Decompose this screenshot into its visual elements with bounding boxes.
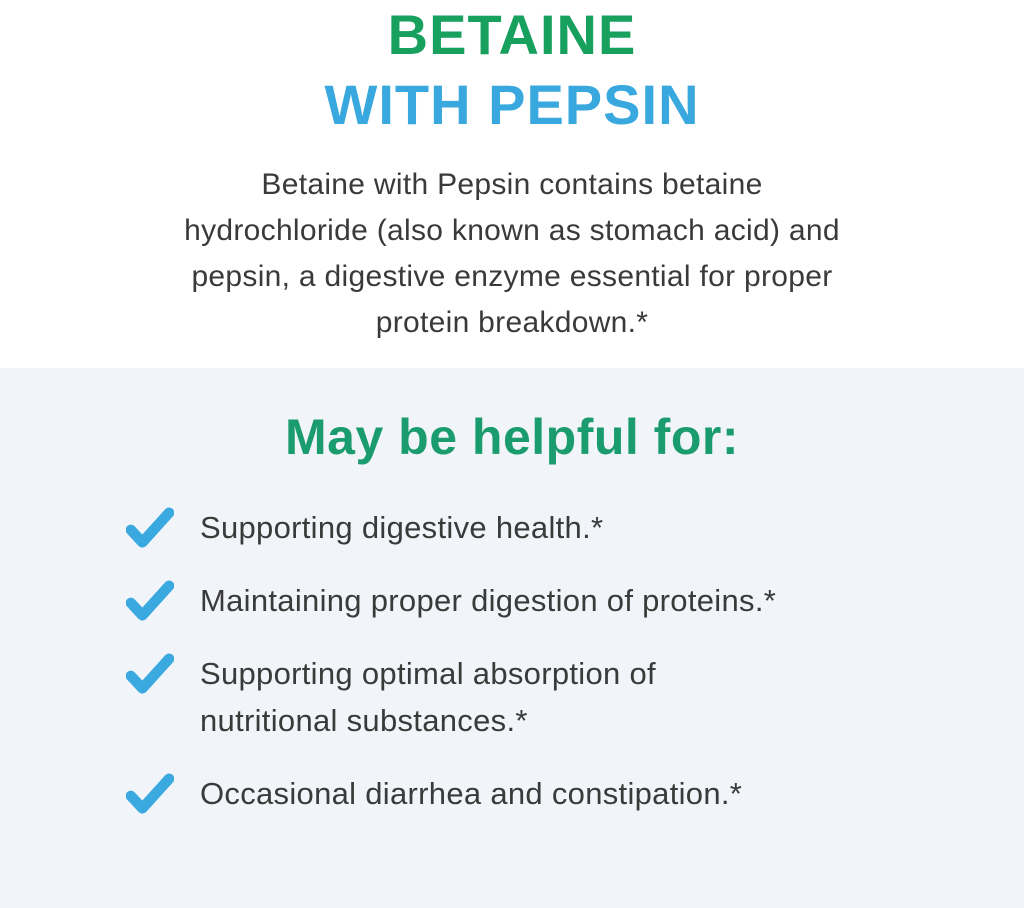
benefits-list [0,504,1024,817]
benefit-text: Maintaining proper digestion of proteins.* [200,583,777,618]
description-line: pepsin, a digestive enzyme essential for proper [191,260,833,293]
product-title-line1: BETAINE [387,3,637,66]
list-item [126,770,964,817]
list-item [126,504,964,551]
product-title-line2: WITH PEPSIN [324,73,700,136]
list-item [126,650,964,744]
benefit-text: Supporting digestive health.* [200,510,604,545]
checkmark-icon [126,773,174,815]
checkmark-icon [126,580,174,622]
benefit-text: Supporting optimal absorption of nutritional substances.* [200,656,656,738]
description-line: protein breakdown.* [375,306,649,339]
description-line: Betaine with Pepsin contains betaine [261,168,763,201]
description-line: hydrochloride (also known as stomach acid) and [184,214,840,247]
benefits-section [0,368,1024,908]
intro-section [0,0,1024,368]
benefit-text: Occasional diarrhea and constipation.* [200,776,743,811]
list-item [126,577,964,624]
product-title [0,0,1024,140]
checkmark-icon [126,507,174,549]
benefits-heading: May be helpful for: [285,409,739,465]
checkmark-icon [126,653,174,695]
product-description [0,162,1024,346]
